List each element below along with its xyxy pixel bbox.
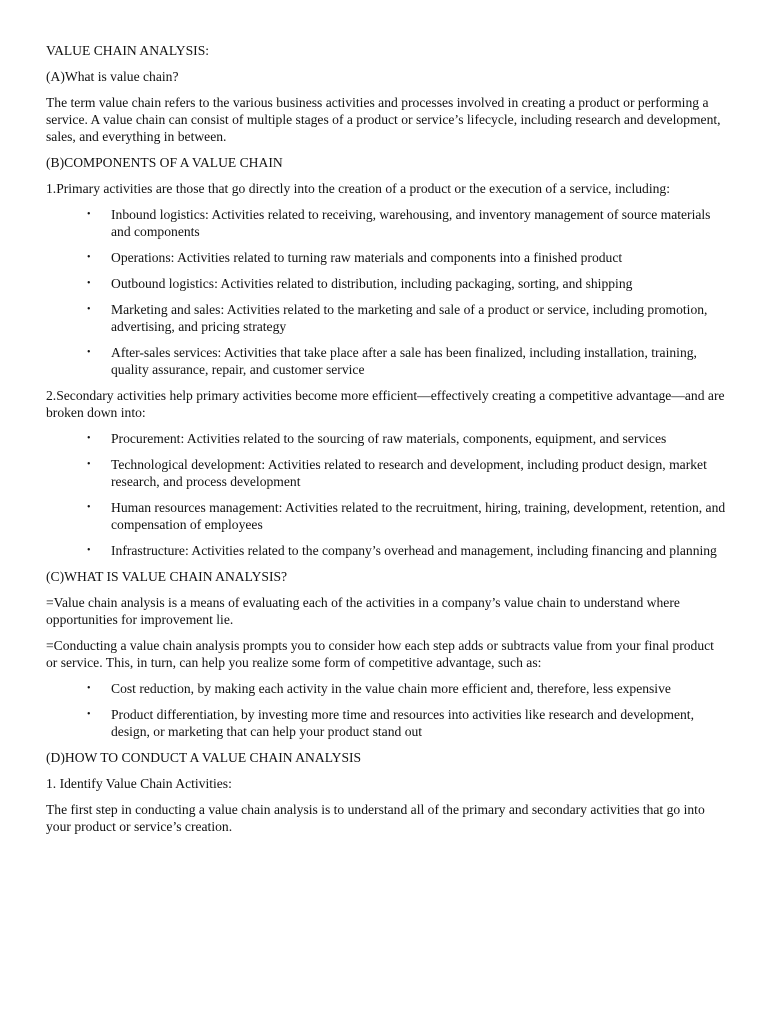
list-item [46, 706, 726, 740]
list-item-text: Inbound logistics: Activities related to receiving, warehousing, and inventory management of source materials and components [111, 207, 711, 239]
section-d-heading: (D)HOW TO CONDUCT A VALUE CHAIN ANALYSIS [46, 750, 362, 765]
list-item [46, 249, 726, 266]
bullet-icon: • [87, 252, 91, 263]
bullet-icon: • [87, 347, 91, 358]
list-item-text: Technological development: Activities related to research and development, including product design, market research, and process development [111, 457, 707, 489]
list-item [46, 301, 726, 335]
section-c-paragraph-1: =Value chain analysis is a means of evaluating each of the activities in a company’s value chain to understand where opportunities for improvement lie. [46, 595, 680, 627]
step-1-heading: 1. Identify Value Chain Activities: [46, 776, 232, 791]
primary-activities-intro: 1.Primary activities are those that go directly into the creation of a product or the execution of a service, including: [46, 181, 670, 196]
secondary-activities-list [46, 430, 726, 559]
bullet-icon: • [87, 209, 91, 220]
list-item [46, 430, 726, 447]
section-b-heading: (B)COMPONENTS OF A VALUE CHAIN [46, 155, 283, 170]
primary-activities-list [46, 206, 726, 378]
section-a-paragraph: The term value chain refers to the various business activities and processes involved in creating a product or performing a service. A value chain can consist of multiple stages of a product or service’s lifecycle, including research and development, sales, and everything in between. [46, 95, 721, 144]
section-c-heading: (C)WHAT IS VALUE CHAIN ANALYSIS? [46, 569, 288, 584]
bullet-icon: • [87, 459, 91, 470]
list-item [46, 499, 726, 533]
list-item [46, 275, 726, 292]
bullet-icon: • [87, 278, 91, 289]
bullet-icon: • [87, 304, 91, 315]
bullet-icon: • [87, 545, 91, 556]
list-item-text: Operations: Activities related to turning raw materials and components into a finished product [111, 250, 623, 265]
bullet-icon: • [87, 683, 91, 694]
advantages-list [46, 680, 726, 740]
list-item-text: Human resources management: Activities related to the recruitment, hiring, training, development, retention, and compensation of employees [111, 500, 726, 532]
list-item [46, 456, 726, 490]
bullet-icon: • [87, 502, 91, 513]
list-item-text: Marketing and sales: Activities related to the marketing and sale of a product or service, including promotion, advertising, and pricing strategy [111, 302, 708, 334]
list-item-text: Cost reduction, by making each activity in the value chain more efficient and, therefore, less expensive [111, 681, 671, 696]
secondary-activities-intro: 2.Secondary activities help primary activities become more efficient—effectively creating a competitive advantage—and are broken down into: [46, 388, 725, 420]
document-title: VALUE CHAIN ANALYSIS: [46, 43, 210, 58]
section-c-paragraph-2: =Conducting a value chain analysis prompts you to consider how each step adds or subtracts value from your final product or service. This, in turn, can help you realize some form of competitive advantage, such as: [46, 638, 714, 670]
list-item-text: Infrastructure: Activities related to the company’s overhead and management, including financing and planning [111, 543, 717, 558]
list-item-text: After-sales services: Activities that take place after a sale has been finalized, including installation, training, quality assurance, repair, and customer service [111, 345, 697, 377]
list-item-text: Outbound logistics: Activities related to distribution, including packaging, sorting, and shipping [111, 276, 633, 291]
list-item-text: Procurement: Activities related to the sourcing of raw materials, components, equipment, and services [111, 431, 667, 446]
bullet-icon: • [87, 433, 91, 444]
list-item [46, 344, 726, 378]
step-1-paragraph: The first step in conducting a value chain analysis is to understand all of the primary and secondary activities that go into your product or service’s creation. [46, 802, 705, 834]
section-a-heading: (A)What is value chain? [46, 69, 179, 84]
list-item [46, 206, 726, 240]
document-page [46, 42, 726, 844]
list-item [46, 680, 726, 697]
list-item-text: Product differentiation, by investing more time and resources into activities like research and development, design, or marketing that can help your product stand out [111, 707, 694, 739]
list-item [46, 542, 726, 559]
bullet-icon: • [87, 709, 91, 720]
